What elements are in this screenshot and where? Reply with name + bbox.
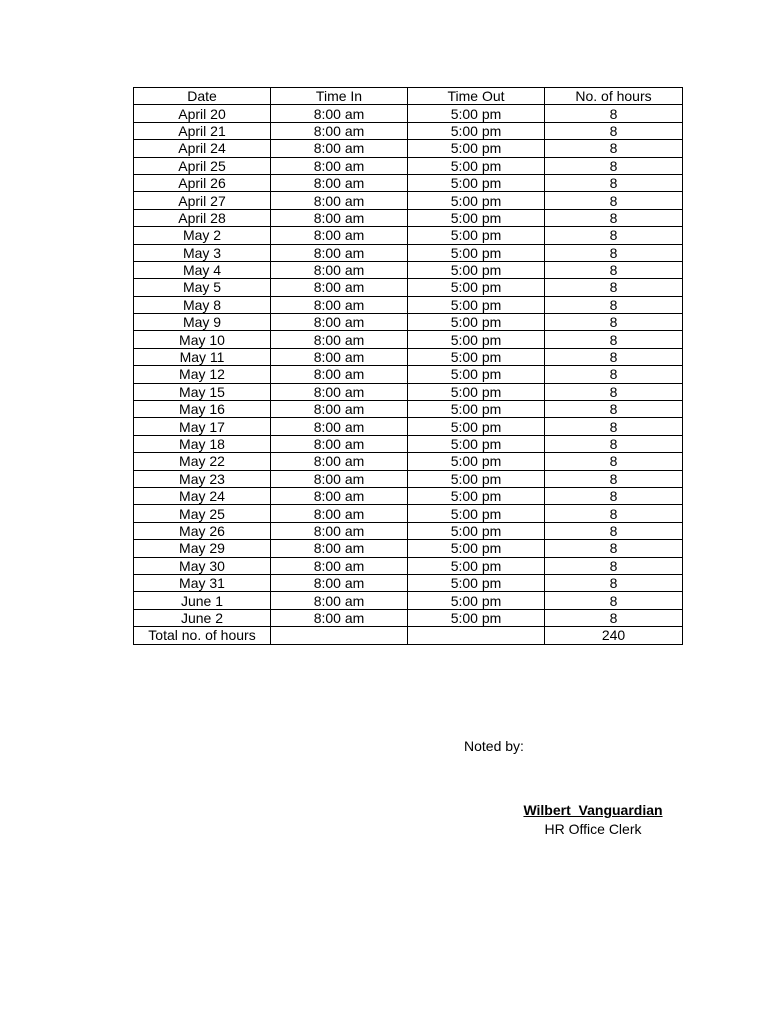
cell-hours: 8 (545, 470, 683, 487)
cell-hours: 8 (545, 209, 683, 226)
cell-date: May 4 (134, 261, 271, 278)
cell-date: June 1 (134, 592, 271, 609)
cell-hours: 8 (545, 592, 683, 609)
cell-hours: 8 (545, 401, 683, 418)
cell-time-in: 8:00 am (271, 140, 408, 157)
cell-hours: 8 (545, 261, 683, 278)
table-row (134, 574, 683, 591)
cell-date: June 2 (134, 609, 271, 626)
cell-date: May 10 (134, 331, 271, 348)
cell-time-in: 8:00 am (271, 279, 408, 296)
cell-time-in: 8:00 am (271, 470, 408, 487)
table-row (134, 348, 683, 365)
cell-hours: 8 (545, 331, 683, 348)
signatory-title: HR Office Clerk (544, 821, 642, 837)
cell-date: May 29 (134, 540, 271, 557)
cell-time-out: 5:00 pm (408, 157, 545, 174)
cell-hours: 8 (545, 453, 683, 470)
cell-time-out: 5:00 pm (408, 435, 545, 452)
cell-date: May 2 (134, 227, 271, 244)
cell-time-in: 8:00 am (271, 574, 408, 591)
table-header-row (134, 88, 683, 105)
cell-hours: 8 (545, 174, 683, 191)
cell-date: May 12 (134, 366, 271, 383)
total-row (134, 627, 683, 644)
cell-time-in: 8:00 am (271, 261, 408, 278)
cell-time-in: 8:00 am (271, 174, 408, 191)
total-time-in (271, 627, 408, 644)
cell-time-in: 8:00 am (271, 487, 408, 504)
signatory-block (500, 801, 686, 839)
cell-time-out: 5:00 pm (408, 105, 545, 122)
cell-date: May 23 (134, 470, 271, 487)
header-hours: No. of hours (545, 88, 683, 105)
cell-time-in: 8:00 am (271, 418, 408, 435)
cell-time-in: 8:00 am (271, 383, 408, 400)
cell-time-out: 5:00 pm (408, 540, 545, 557)
cell-hours: 8 (545, 487, 683, 504)
cell-time-in: 8:00 am (271, 296, 408, 313)
table-row (134, 261, 683, 278)
cell-date: May 26 (134, 522, 271, 539)
table-row (134, 522, 683, 539)
cell-hours: 8 (545, 522, 683, 539)
cell-time-in: 8:00 am (271, 505, 408, 522)
header-time-in: Time In (271, 88, 408, 105)
cell-time-in: 8:00 am (271, 122, 408, 139)
cell-date: April 28 (134, 209, 271, 226)
cell-time-out: 5:00 pm (408, 505, 545, 522)
table-row (134, 401, 683, 418)
cell-time-out: 5:00 pm (408, 174, 545, 191)
table-row (134, 383, 683, 400)
table-row (134, 105, 683, 122)
cell-hours: 8 (545, 557, 683, 574)
cell-time-out: 5:00 pm (408, 453, 545, 470)
cell-hours: 8 (545, 279, 683, 296)
table-body (134, 105, 683, 627)
cell-date: April 26 (134, 174, 271, 191)
cell-hours: 8 (545, 314, 683, 331)
cell-time-out: 5:00 pm (408, 592, 545, 609)
table-row (134, 366, 683, 383)
cell-date: April 24 (134, 140, 271, 157)
cell-time-in: 8:00 am (271, 592, 408, 609)
cell-time-out: 5:00 pm (408, 609, 545, 626)
cell-time-out: 5:00 pm (408, 366, 545, 383)
table-row (134, 296, 683, 313)
cell-time-in: 8:00 am (271, 105, 408, 122)
table-row (134, 418, 683, 435)
total-label: Total no. of hours (134, 627, 271, 644)
cell-time-out: 5:00 pm (408, 331, 545, 348)
cell-date: May 31 (134, 574, 271, 591)
cell-time-in: 8:00 am (271, 401, 408, 418)
header-date: Date (134, 88, 271, 105)
cell-time-out: 5:00 pm (408, 122, 545, 139)
cell-time-in: 8:00 am (271, 435, 408, 452)
cell-hours: 8 (545, 348, 683, 365)
cell-date: May 22 (134, 453, 271, 470)
cell-time-out: 5:00 pm (408, 140, 545, 157)
cell-time-in: 8:00 am (271, 453, 408, 470)
cell-time-out: 5:00 pm (408, 244, 545, 261)
cell-time-out: 5:00 pm (408, 261, 545, 278)
cell-time-out: 5:00 pm (408, 522, 545, 539)
cell-date: April 21 (134, 122, 271, 139)
cell-date: May 11 (134, 348, 271, 365)
timesheet-table (133, 87, 683, 645)
cell-hours: 8 (545, 435, 683, 452)
signatory-name: Wilbert Vanguardian (523, 802, 663, 818)
cell-hours: 8 (545, 296, 683, 313)
cell-date: May 5 (134, 279, 271, 296)
cell-time-in: 8:00 am (271, 348, 408, 365)
cell-hours: 8 (545, 574, 683, 591)
cell-date: May 16 (134, 401, 271, 418)
cell-time-in: 8:00 am (271, 557, 408, 574)
cell-date: April 25 (134, 157, 271, 174)
total-hours: 240 (545, 627, 683, 644)
cell-hours: 8 (545, 122, 683, 139)
cell-time-out: 5:00 pm (408, 314, 545, 331)
cell-date: May 3 (134, 244, 271, 261)
cell-time-in: 8:00 am (271, 609, 408, 626)
table-row (134, 279, 683, 296)
cell-time-out: 5:00 pm (408, 383, 545, 400)
table-row (134, 209, 683, 226)
cell-time-in: 8:00 am (271, 227, 408, 244)
cell-date: April 20 (134, 105, 271, 122)
table-row (134, 157, 683, 174)
cell-time-in: 8:00 am (271, 244, 408, 261)
cell-time-in: 8:00 am (271, 314, 408, 331)
cell-hours: 8 (545, 157, 683, 174)
cell-hours: 8 (545, 227, 683, 244)
table-row (134, 244, 683, 261)
cell-hours: 8 (545, 366, 683, 383)
cell-hours: 8 (545, 609, 683, 626)
table-row (134, 557, 683, 574)
cell-time-out: 5:00 pm (408, 470, 545, 487)
cell-date: May 8 (134, 296, 271, 313)
cell-time-in: 8:00 am (271, 366, 408, 383)
cell-time-in: 8:00 am (271, 540, 408, 557)
table-row (134, 331, 683, 348)
cell-time-in: 8:00 am (271, 157, 408, 174)
table-row (134, 453, 683, 470)
cell-date: May 24 (134, 487, 271, 504)
table-row (134, 314, 683, 331)
cell-date: May 9 (134, 314, 271, 331)
cell-hours: 8 (545, 192, 683, 209)
cell-date: April 27 (134, 192, 271, 209)
table-row (134, 487, 683, 504)
cell-time-in: 8:00 am (271, 209, 408, 226)
table-row (134, 140, 683, 157)
cell-time-out: 5:00 pm (408, 348, 545, 365)
cell-date: May 25 (134, 505, 271, 522)
cell-date: May 15 (134, 383, 271, 400)
cell-date: May 30 (134, 557, 271, 574)
cell-time-in: 8:00 am (271, 331, 408, 348)
table-row (134, 192, 683, 209)
table-row (134, 227, 683, 244)
cell-hours: 8 (545, 383, 683, 400)
header-time-out: Time Out (408, 88, 545, 105)
cell-time-in: 8:00 am (271, 522, 408, 539)
cell-time-out: 5:00 pm (408, 227, 545, 244)
table-row (134, 470, 683, 487)
noted-by-label: Noted by: (464, 738, 524, 754)
cell-hours: 8 (545, 540, 683, 557)
cell-hours: 8 (545, 418, 683, 435)
cell-hours: 8 (545, 140, 683, 157)
table-row (134, 122, 683, 139)
cell-hours: 8 (545, 105, 683, 122)
cell-hours: 8 (545, 505, 683, 522)
table-row (134, 174, 683, 191)
cell-time-out: 5:00 pm (408, 401, 545, 418)
cell-time-out: 5:00 pm (408, 574, 545, 591)
cell-date: May 17 (134, 418, 271, 435)
cell-hours: 8 (545, 244, 683, 261)
cell-time-out: 5:00 pm (408, 487, 545, 504)
cell-time-out: 5:00 pm (408, 296, 545, 313)
table-row (134, 609, 683, 626)
cell-time-out: 5:00 pm (408, 418, 545, 435)
table-row (134, 592, 683, 609)
table-row (134, 540, 683, 557)
total-time-out (408, 627, 545, 644)
cell-time-out: 5:00 pm (408, 209, 545, 226)
cell-time-out: 5:00 pm (408, 192, 545, 209)
cell-date: May 18 (134, 435, 271, 452)
cell-time-out: 5:00 pm (408, 557, 545, 574)
cell-time-in: 8:00 am (271, 192, 408, 209)
cell-time-out: 5:00 pm (408, 279, 545, 296)
table-row (134, 435, 683, 452)
table-row (134, 505, 683, 522)
